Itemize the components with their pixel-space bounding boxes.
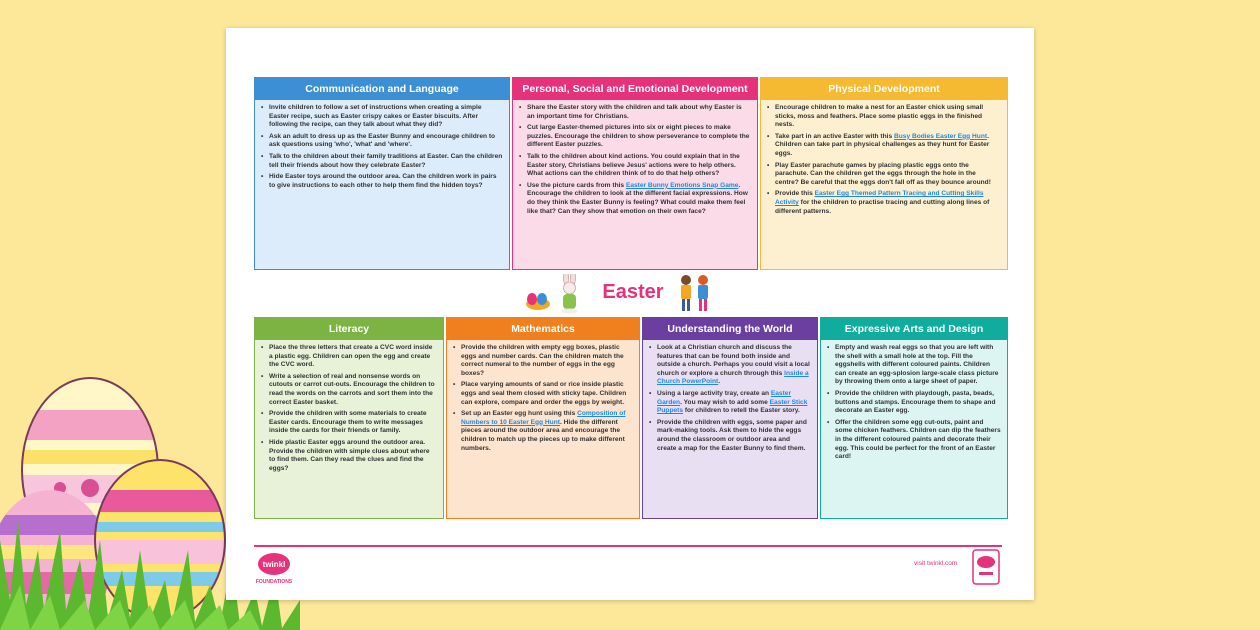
panel-heading: Expressive Arts and Design — [821, 318, 1007, 340]
panel-mathematics — [446, 317, 640, 519]
panel-heading: Mathematics — [447, 318, 639, 340]
footer-divider — [254, 545, 1002, 547]
panel-heading: Physical Development — [761, 78, 1007, 100]
panel-understanding-the-world — [642, 317, 818, 519]
list-item: • Provide the children with empty egg boxes, plastic eggs and number cards. Can the children match the correct numeral to the number of eggs in the egg boxes? — [451, 344, 633, 378]
footer-url[interactable]: visit twinkl.com — [914, 560, 958, 567]
page-title: Easter — [602, 281, 664, 303]
logo-subtext: FOUNDATIONS — [255, 579, 293, 585]
list-item: • Take part in an active Easter with this Busy Bodies Easter Egg Hunt. Children can take part in physical challenges as they hunt for Easter eggs. — [765, 133, 1001, 159]
list-item: • Encourage children to make a nest for an Easter chick using small sticks, moss and feathers. Place some plastic eggs in the finished nests. — [765, 104, 1001, 130]
panel-heading: Literacy — [255, 318, 443, 340]
list-item: • Ask an adult to dress up as the Easter Bunny and encourage children to ask questions using 'who', 'what' and 'where'. — [259, 133, 503, 150]
list-item: • Using a large activity tray, create an Easter Garden. You may wish to add some Easter Stick Puppets for children to retell the Easter story. — [647, 390, 811, 416]
list-item: • Write a selection of real and nonsense words on cutouts or carrot cut-outs. Encourage the children to read the words on the carrots and sort them into the correct Easter basket. — [259, 373, 437, 407]
list-item: • Hide Easter toys around the outdoor area. Can the children work in pairs to give instructions to each other to help them find the hidden toys? — [259, 173, 503, 190]
panel-literacy — [254, 317, 444, 519]
list-item: • Talk to the children about kind actions. You could explain that in the Easter story, Christians believe Jesus' actions were to help others. What actions can the children think of to do that help others? — [517, 153, 751, 179]
list-item: • Use the picture cards from this Easter Bunny Emotions Snap Game. Encourage the children to look at the different facial expressions. How do they think the Easter Bunny is feeling? What could make them feel like that? Can they show that emotion on their own face? — [517, 182, 751, 216]
list-item: • Hide plastic Easter eggs around the outdoor area. Provide the children with simple clues about where to find them. Can they read the clues and find the eggs? — [259, 439, 437, 473]
emotions-snap-game-link[interactable]: Easter Bunny Emotions Snap Game — [625, 181, 739, 189]
list-item: • Place the three letters that create a CVC word inside a plastic egg. Children can open the egg and create the CVC word. — [259, 344, 437, 370]
pattern-tracing-activity-link[interactable]: Easter Egg Themed Pattern Tracing and Cutting Skills Activity — [775, 190, 984, 206]
logo-text: twinkl — [262, 560, 286, 569]
list-item: • Provide this Easter Egg Themed Pattern Tracing and Cutting Skills Activity for the children to practise tracing and cutting along lines of different patterns. — [765, 190, 1001, 216]
list-item: • Provide the children with eggs, some paper and mark-making tools. Ask them to hide the eggs around the classroom or outdoor area and create a map for the Easter Bunny to find them. — [647, 419, 811, 453]
list-item: • Set up an Easter egg hunt using this Composition of Numbers to 10 Easter Egg Hunt. Hide the different pieces around the outdoor area and encourage the children to match up the pieces up to make different numbers. — [451, 410, 633, 453]
twinkl-foundations-logo — [252, 550, 300, 588]
list-item: • Provide the children with playdough, pasta, beads, buttons and stamps. Encourage them to shape and decorate an Easter egg. — [825, 390, 1001, 416]
list-item: • Invite children to follow a set of instructions when creating a simple Easter recipe, such as Easter crispy cakes or Easter biscuits. After following the recipe, can they talk about what they did? — [259, 104, 503, 130]
list-item: • Empty and wash real eggs so that you are left with the shell with a small hole at the top. Fill the eggshells with different coloured paints. Children can create an egg-splosion large-scale class picture by throwing them onto a large sheet of paper. — [825, 344, 1001, 387]
panel-heading: Personal, Social and Emotional Development — [513, 78, 757, 100]
list-item: • Share the Easter story with the children and talk about why Easter is an important time for Christians. — [517, 104, 751, 121]
children-icon — [681, 275, 708, 311]
easter-stick-puppets-link[interactable]: Easter Stick Puppets — [657, 398, 808, 415]
easter-bunny-icon — [562, 274, 578, 314]
inside-a-church-link[interactable]: Inside a Church PowerPoint — [657, 369, 809, 386]
panel-heading: Communication and Language — [255, 78, 509, 100]
panel-heading: Understanding the World — [643, 318, 817, 340]
twinkl-badge-icon — [971, 548, 1001, 586]
busy-bodies-egg-hunt-link[interactable]: Busy Bodies Easter Egg Hunt — [893, 132, 988, 140]
list-item: • Offer the children some egg cut-outs, paint and some chicken feathers. Children can dip the feathers in the different coloured paints and decorate their egg. This could be perfect for the front of an Easter card! — [825, 419, 1001, 462]
panel-personal-social-emotional — [512, 77, 758, 270]
panel-communication-and-language — [254, 77, 510, 270]
list-item: • Place varying amounts of sand or rice inside plastic eggs and seal them closed with sticky tape. Children can explore, compare and order the eggs by weight. — [451, 381, 633, 407]
egg-basket-icon — [526, 293, 550, 310]
list-item: • Cut large Easter-themed pictures into six or eight pieces to make puzzles. Encourage the children to show perseverance to complete the different Easter puzzles. — [517, 124, 751, 150]
list-item: • Provide the children with some materials to create Easter cards. Encourage them to write messages inside the cards for their friends or family. — [259, 410, 437, 436]
composition-of-numbers-link[interactable]: Composition of Numbers to 10 Easter Egg Hunt — [461, 410, 626, 426]
easter-garden-link[interactable]: Easter Garden — [657, 389, 792, 406]
panel-expressive-arts-and-design — [820, 317, 1008, 519]
list-item: • Look at a Christian church and discuss the features that can be found both inside and outside a church. Perhaps you could visit a local church or explore a church through this Inside a Church PowerPoint. — [647, 344, 811, 387]
list-item: • Talk to the children about their family traditions at Easter. Can the children tell their friends about how they celebrate Easter? — [259, 153, 503, 170]
eyfs-planning-sheet — [226, 28, 1034, 600]
panel-physical-development — [760, 77, 1008, 270]
list-item: • Play Easter parachute games by placing plastic eggs onto the parachute. Can the children get the eggs through the hole in the centre? Be careful that the eggs don't fall off as they bounce around! — [765, 162, 1001, 188]
